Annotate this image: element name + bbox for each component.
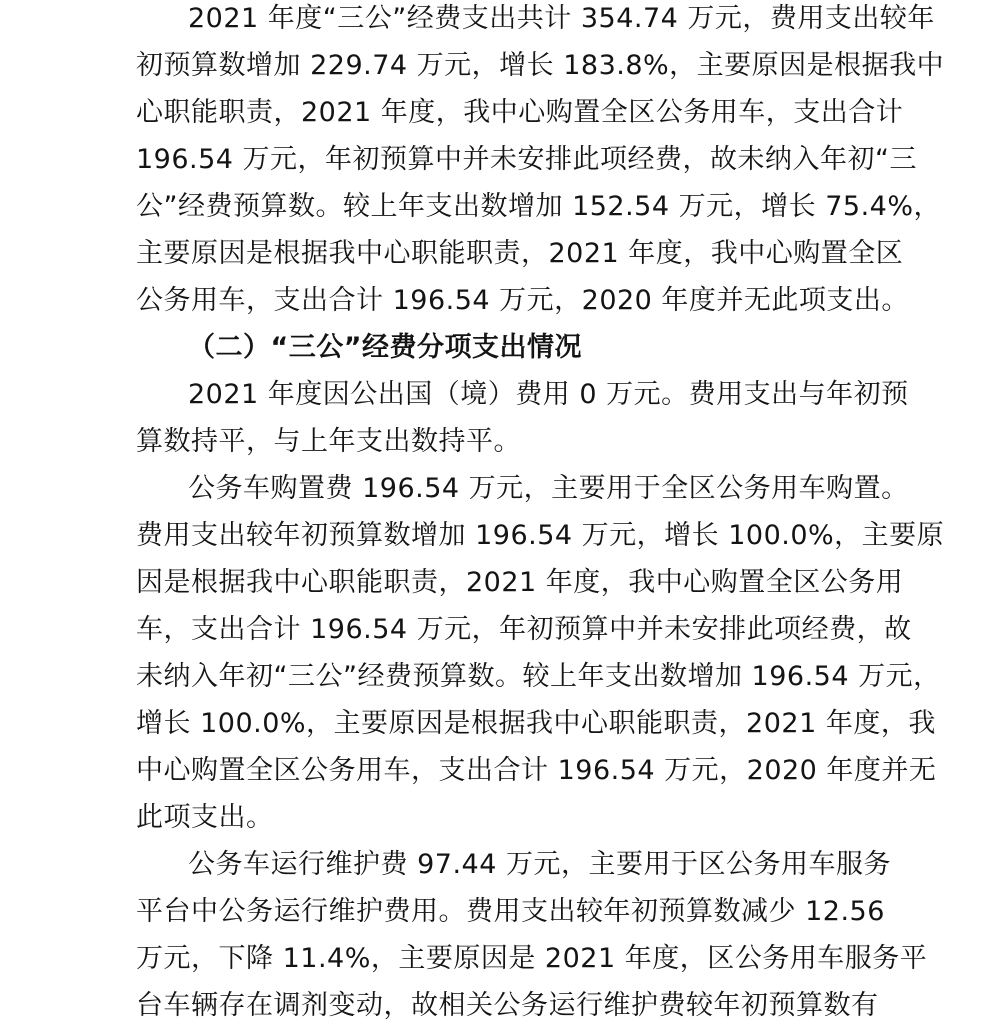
text-line: 车，支出合计 196.54 万元，年初预算中并未安排此项经费，故: [136, 614, 912, 645]
text-line: 主要原因是根据我中心职能职责，2021 年度，我中心购置全区: [136, 238, 904, 269]
text-line: 公务车购置费 196.54 万元，主要用于全区公务用车购置。: [188, 473, 909, 504]
text-line: 公”经费预算数。较上年支出数增加 152.54 万元，增长 75.4%，: [136, 191, 941, 222]
text-line: 心职能职责，2021 年度，我中心购置全区公务用车，支出合计: [136, 97, 904, 128]
text-line: 公务用车，支出合计 196.54 万元，2020 年度并无此项支出。: [136, 285, 909, 316]
text-line: 因是根据我中心职能职责，2021 年度，我中心购置全区公务用: [136, 567, 904, 598]
text-line: 增长 100.0%，主要原因是根据我中心职能职责，2021 年度，我: [136, 708, 936, 739]
text-line: 平台中公务运行维护费用。费用支出较年初预算数减少 12.56: [136, 896, 885, 927]
text-line: 万元，下降 11.4%，主要原因是 2021 年度，区公务用车服务平: [136, 943, 928, 974]
text-line: 2021 年度“三公”经费支出共计 354.74 万元，费用支出较年: [188, 3, 935, 34]
text-line: 2021 年度因公出国（境）费用 0 万元。费用支出与年初预: [188, 379, 909, 410]
text-line: 台车辆存在调剂变动，故相关公务运行维护费较年初预算数有: [136, 990, 879, 1021]
text-line: 算数持平，与上年支出数持平。: [136, 426, 521, 457]
text-line: 196.54 万元，年初预算中并未安排此项经费，故未纳入年初“三: [136, 144, 918, 175]
text-line: 未纳入年初“三公”经费预算数。较上年支出数增加 196.54 万元，: [136, 661, 941, 692]
section-heading: （二）“三公”经费分项支出情况: [188, 332, 582, 363]
text-line: 公务车运行维护费 97.44 万元，主要用于区公务用车服务: [188, 849, 891, 880]
text-line: 费用支出较年初预算数增加 196.54 万元，增长 100.0%，主要原: [136, 520, 945, 551]
text-line: 中心购置全区公务用车，支出合计 196.54 万元，2020 年度并无: [136, 755, 937, 786]
text-line: 此项支出。: [136, 802, 274, 833]
text-line: 初预算数增加 229.74 万元，增长 183.8%，主要原因是根据我中: [136, 50, 945, 81]
